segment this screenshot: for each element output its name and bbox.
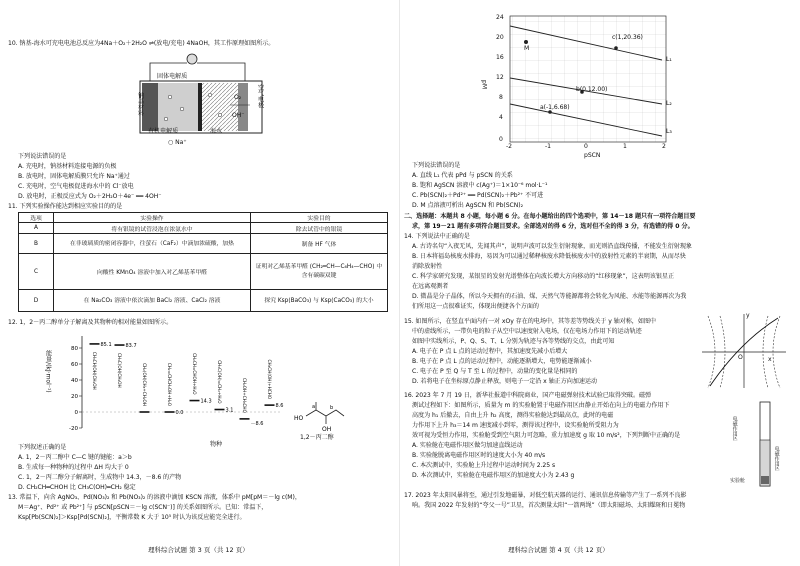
- q12-stem: 12. 1，2－丙二醇单分子解离及其物种的相对能量如图所示。: [8, 319, 173, 326]
- xtick: 2: [662, 143, 666, 150]
- xtick: 1: [623, 143, 627, 150]
- table-cell: 将有银镜的试管浸泡在浓氨水中: [54, 223, 251, 234]
- q15-line: 如图中实线所示，P、Q、S、T、L 分别为轨迹与各等势线的交点，由此可知: [412, 338, 615, 345]
- chart-category-label: CH₃C(OH)=CH₂+H₂O: [217, 360, 222, 404]
- chart-category-label: CH₂(OH)CH₃+CH₂OH: [142, 363, 147, 406]
- footer-page-4: 理科综合试题 第 4 页（共 12 页）: [508, 546, 609, 554]
- fig-label-x: x: [768, 356, 772, 363]
- q14-stem: 14. 下列说法中正确的是: [404, 233, 470, 240]
- chart-tick-label: 40: [71, 378, 78, 384]
- q15-line: C. 电子在 P 至 Q 与 T 至 L 的过程中，动量的变化量是相同的: [412, 368, 578, 375]
- solid-electrolyte-membrane: [198, 83, 202, 131]
- table-row: [19, 223, 388, 234]
- chart-xlabel: 物种: [210, 441, 223, 448]
- q14-line: 在远离观测者: [412, 283, 449, 290]
- fig-label-zone-1: 电磁作用区: [731, 416, 738, 441]
- q16-line: B. 实验舱脱离电磁作用区时的速度大小为 40 m/s: [412, 452, 546, 459]
- xtick: 0: [584, 143, 588, 150]
- q11-table: [18, 212, 388, 312]
- chart-data-label: 83.7: [125, 343, 137, 350]
- table-cell: 在非玻璃质的密闭容器中，往萤石（CaF₂）中滴加浓硫酸，加热: [54, 234, 251, 254]
- q15-line: B. 电子在 P 点 L 点的运动过程中，动能逐渐增大，电势能逐渐减小: [412, 358, 592, 365]
- label-l2: L₂: [666, 100, 672, 107]
- propanediol-structure: [292, 398, 352, 434]
- ytick: 24: [496, 14, 504, 21]
- q13-ask: 下列说法错误的是: [412, 162, 461, 169]
- fig-label-o: O: [738, 354, 743, 361]
- chart-tick-label: 80: [71, 346, 78, 352]
- q16-line: 力作用下上升 h₃＝14 m 速度减小到零，测得该过程中，设实验舱所受阻力为: [412, 422, 619, 429]
- q14-line: B. 日本将福岛核废水排海，易因为可以通过稀释核废水降低核废水中的放射性元素的半衰期，从而尽快: [412, 253, 686, 260]
- q15-line: 中的虚线所示，一带负电的粒子从空中以速度射入电场，仅在电场力作用下的运动轨迹: [412, 328, 642, 335]
- q12-option-d: D. CH₂CH═CHOH 比 CH₃C(OH)═CH₂ 稳定: [18, 484, 136, 491]
- ytick: 8: [499, 94, 503, 101]
- chart-data-label: －8.6: [250, 420, 264, 427]
- q16-line: D. 本次测试中，实验舱在电磁作用区的加速度大小为 2.43 g: [412, 472, 575, 479]
- q11-stem: 11. 下列实验操作能达到相应实验目的的是: [8, 203, 123, 210]
- q15-line: 15. 如图所示，在竖直平面内有一对 xOy 存在的电场中，其等差等势线关于 y 轴对称，如图中: [404, 318, 656, 325]
- ytick: 12: [496, 74, 504, 81]
- q14-line: 们所用这一点很难证实，体现出便捷各个方面的: [412, 303, 539, 310]
- q14-line: C. 科学家研究发现，某银星的发射光谱整体在向波长增大方向移动的“红移现象”，这表明该银星正: [412, 273, 674, 280]
- q16-line: A. 实验舱在电磁作用区做匀加速直线运动: [412, 442, 523, 449]
- table-row: [19, 254, 388, 290]
- fig-label-zone-2: 电磁作用区: [773, 446, 780, 471]
- q13-line3: Ksp[Pb(SCN)₂]＞Ksp[Pd(SCN)₂]，平衡常数 K 大于 10⁵ 时认为该反应能完全进行。: [18, 514, 246, 521]
- table-cell: B: [19, 234, 54, 254]
- graph-ylabel: pM: [480, 80, 488, 90]
- q13-option-a: A. 直线 L₁ 代表 pPd 与 pSCN 的关系: [412, 172, 513, 179]
- table-cell: 探究 Ksp(BaCO₃) 与 Ksp(CaCO₃) 的大小: [251, 290, 388, 312]
- chart-category-label: CH₃CH(OH)CH₂OH: [92, 351, 97, 390]
- q12-option-b: B. 生成每一种物种的过程中 ΔH 均大于 0: [18, 464, 129, 471]
- ytick: 4: [499, 114, 503, 121]
- table-cell: 向酸性 KMnO₄ 溶液中加入对乙烯基苯甲醛: [54, 254, 251, 290]
- label-l3: L₃: [666, 128, 672, 135]
- chart-tick-label: 20: [71, 394, 78, 400]
- fig-label-y: y: [746, 312, 750, 319]
- table-header: 实验操作: [54, 213, 251, 223]
- label-point-a: a(-1,6.68): [540, 104, 570, 111]
- q16-line: C. 本次测试中，实验舱上升过程中运动时间为 2.25 s: [412, 462, 556, 469]
- table-cell: 制备 HF 气体: [251, 234, 388, 254]
- table-cell: 在 Na₂CO₃ 溶液中依次滴加 BaCl₂ 溶液、CaCl₂ 溶液: [54, 290, 251, 312]
- q10-option-b: B. 放电时，固体电解质膜只允许 Na⁺通过: [18, 173, 130, 180]
- svg-text:b: b: [330, 405, 334, 411]
- chart-category-label: CH₃C(OH)CH₂OH: [117, 353, 122, 388]
- label-air-electrode: 空气电极: [256, 84, 264, 109]
- q10-option-d: D. 放电时，正极反应式为 O₂＋2H₂O＋4e⁻ ══ 4OH⁻: [18, 193, 162, 200]
- page-4: [400, 0, 792, 566]
- chart-category-label: CH₂CH=CHOH+H₂O: [192, 353, 197, 395]
- label-point-c: c(1,20.36): [612, 34, 643, 41]
- chart-data-label: 85.1: [100, 341, 112, 348]
- label-na-metal: 钠基材料: [136, 92, 144, 117]
- electric-field-figure: [700, 312, 788, 390]
- table-header: 实验目的: [251, 213, 388, 223]
- q16-line: 高度为 h₁ 后撤去，自由上升 h₂ 高度，测得实验舱达到最高点，此时的电磁: [412, 412, 614, 419]
- chart-tick-label: -20: [69, 426, 78, 432]
- q14-line: D. 微晶是分子晶体，所以今天拥有的石油、煤、天然气等能源都将会转化为风能、水能等能源再次为我: [412, 293, 687, 300]
- q17-line: 17. 2023 年太阳风暴将至，通过引发地磁暴，对低空航天器的运行、通讯信息传输等产生了一系列不良影: [404, 492, 687, 499]
- q13-line2: M＝Ag⁺、Pd²⁺ 或 Pb²⁺] 与 pSCN[pSCN＝－lg c(SCN⁻)] 的关系如图所示。已知：常温下，: [18, 504, 268, 511]
- q15-line: D. 若将电子在坐标原点静止释放，则电子一定沿 x 轴正方向加速运动: [412, 378, 597, 385]
- q12-option-c: C. 1，2－丙二醇分子解离时，生成物中 14.3，－8.6 的产物: [18, 474, 182, 481]
- chart-data-label: 3.1: [225, 407, 234, 414]
- q16-line: 测试过程如下：如图所示，质量为 m 的实验舱置于电磁作用区由静止开始在向上的电磁力作用下: [412, 402, 670, 409]
- table-cell: 证明对乙烯基苯甲醛 (CH₂═CH—C₆H₄—CHO) 中含有碳碳双键: [251, 254, 388, 290]
- label-point-m: M: [524, 45, 530, 52]
- section2-line1: 二、选择题：本题共 8 小题，每小题 6 分。在每小题给出的四个选项中，第 14－18 题只有一项符合题目要: [404, 213, 696, 220]
- q12-ask: 下列叙述正确的是: [18, 444, 67, 451]
- table-cell: A: [19, 223, 54, 234]
- label-membrane: 固体电解质: [157, 73, 188, 80]
- label-o2: O₂: [234, 94, 242, 101]
- sodium-electrode: [142, 83, 158, 131]
- q17-line: 响。我国 2022 年发射的“夸父一号”卫星，首次测量太阳“一箭两绳”（即太阳磁场、太阳耀斑和日冕物: [412, 502, 686, 509]
- point-m: [524, 40, 528, 44]
- xtick: -2: [506, 143, 512, 150]
- xtick: -1: [545, 143, 551, 150]
- label-oh: OH⁻: [232, 112, 245, 119]
- label-point-b: b(0,12.00): [576, 86, 608, 93]
- label-organic: 有机电解质: [148, 128, 179, 135]
- label-na-ion: ○ Na⁺: [168, 139, 187, 146]
- chart-data-label: 0.0: [175, 410, 184, 416]
- q12-option-a: A. 1，2－丙二醇中 C—C 键的键能：a＞b: [18, 454, 132, 461]
- label-l1: L₁: [666, 56, 672, 63]
- q10-option-c: C. 充电时，空气电极促进海水中的 Cl⁻放电: [18, 183, 134, 190]
- launcher-figure: [746, 400, 786, 490]
- label-seawater: 海水: [210, 128, 223, 135]
- q10-option-a: A. 充电时，钠基材料连接电源的负极: [18, 163, 117, 170]
- q13-option-c: C. Pb(SCN)₂＋Pd²⁺ ══ Pd(SCN)₂＋Pb²⁺ 不可进: [412, 192, 544, 199]
- svg-text:HO: HO: [294, 415, 304, 422]
- page-3: [0, 0, 392, 566]
- mol-label: 1,2－丙二醇: [300, 434, 334, 441]
- energy-chart: [60, 330, 290, 440]
- table-row: [19, 234, 388, 254]
- ytick: 0: [499, 136, 503, 143]
- table-cell: D: [19, 290, 54, 312]
- q10-ask: 下列说法错误的是: [18, 153, 67, 160]
- q14-line: 消除放射性: [412, 263, 443, 270]
- q13-option-d: D. M 点溶液可析出 AgSCN 和 Pb(SCN)₂: [412, 202, 523, 209]
- chart-category-label: CH₂=CHCH₂OH+H₂O: [167, 362, 172, 406]
- bulb-icon: [187, 54, 197, 64]
- svg-text:OH: OH: [322, 426, 332, 433]
- svg-text:a: a: [312, 404, 316, 410]
- ytick: 16: [496, 54, 504, 61]
- table-cell: 除去试管中的银镜: [251, 223, 388, 234]
- q16-line: 效可视为受恒力作用，实验舱受到空气阻力可忽略，重力加速度 g 取 10 m/s²，下列判断中正确的是: [412, 432, 681, 439]
- table-cell: C: [19, 254, 54, 290]
- ytick: 20: [496, 34, 504, 41]
- table-row: [19, 290, 388, 312]
- chart-tick-label: 0: [74, 410, 78, 416]
- chart-category-label: CH₂OH+CH₃CHO: [242, 378, 247, 413]
- section2-line2: 求，第 19－21 题有多项符合题目要求。全部选对的得 6 分，选对但不全的得 3 分，有选错的得 0 分。: [412, 223, 694, 230]
- q14-line: A. 古诗名句“入夜无风，先闻其声”，说明声波可以发生衍射现象，而光则沿直线传播，不能发生衍射现象: [412, 243, 692, 250]
- pm-pscn-graph: [486, 8, 706, 158]
- graph-xlabel: pSCN: [584, 152, 601, 159]
- chart-data-label: 14.3: [200, 398, 212, 405]
- table-header: 选项: [19, 213, 54, 223]
- footer-page-3: 理科综合试题 第 3 页（共 12 页）: [148, 546, 249, 554]
- q13-option-b: B. 饱和 AgSCN 溶液中 c(Ag⁺)＝1×10⁻⁶ mol·L⁻¹: [412, 182, 548, 189]
- point-c: [614, 46, 618, 50]
- chart-data-label: 8.6: [275, 403, 284, 410]
- chart-tick-label: 60: [71, 362, 78, 368]
- q10-stem: 10. 钠基-海水可充电电池总反应为4Na＋O₂＋2H₂O ⇌(放电/充电) 4NaOH，其工作原理如图所示。: [8, 40, 275, 47]
- chart-category-label: CH₃CH(OH)+HCHO: [267, 359, 272, 400]
- q13-line1: 13. 常温下，向含 AgNO₃、Pd(NO₃)₂ 和 Pb(NO₃)₂ 的溶液中滴加 KSCN 溶液，体系中 pM[pM＝－lg c(M)，: [8, 494, 301, 501]
- q16-line: 16. 2023 年 7 月 19 日，新华社报道中科院商业，国产电磁弹射技术试验已取得突破。磁弹: [404, 392, 652, 399]
- q15-line: A. 电子在 P 点 L 点的运动过程中，其加速度先减小后增大: [412, 348, 568, 355]
- chart-ylabel: 能量/(kJ·mol⁻¹): [44, 350, 52, 393]
- fig-label-cabin: 实验舱: [730, 478, 745, 484]
